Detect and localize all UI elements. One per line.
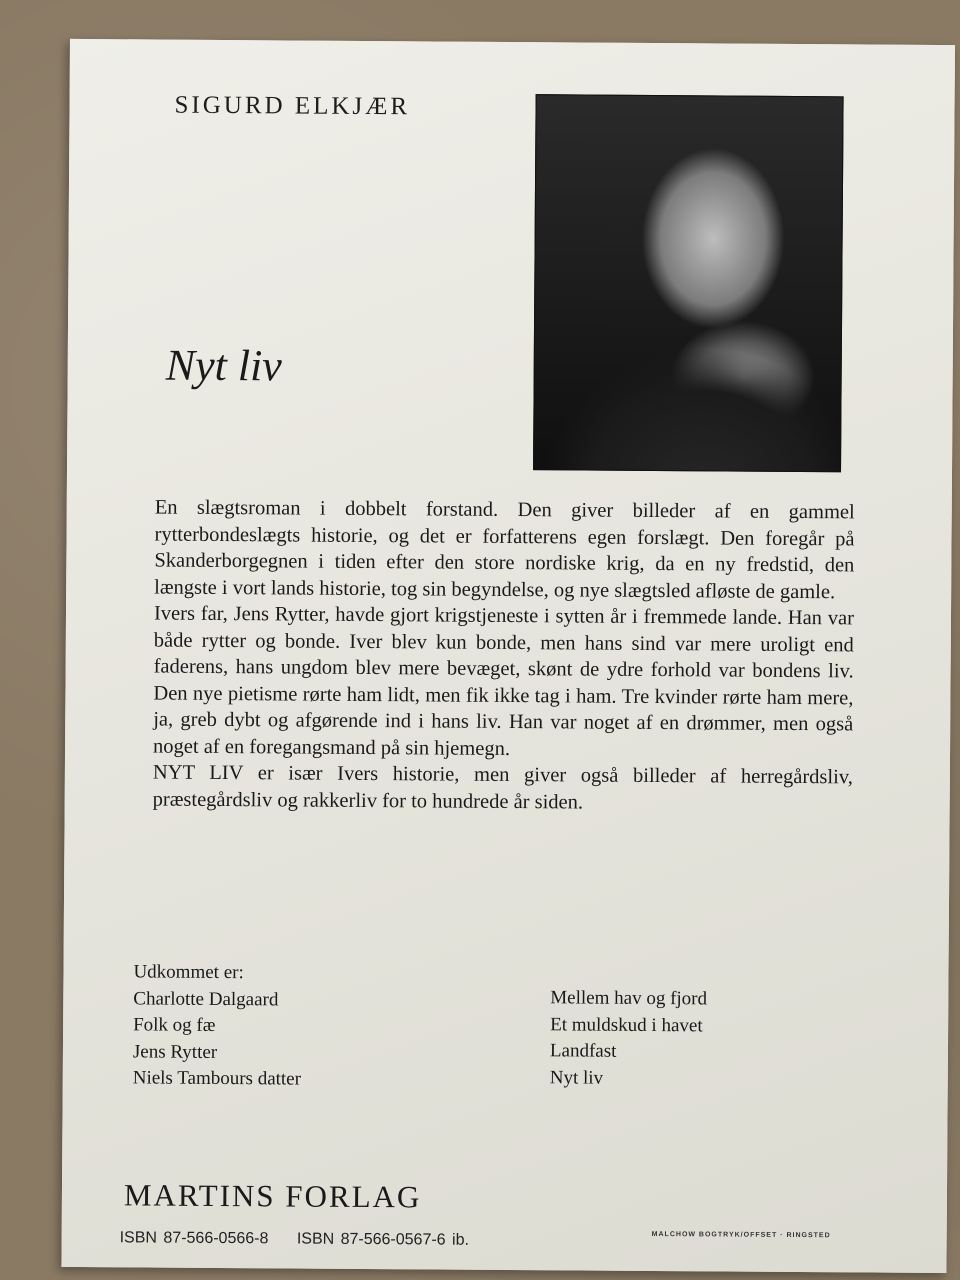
published-title: Et muldskud i havet <box>550 1013 703 1036</box>
isbn-hardcover: ISBN 87-566-0567-6 ib. <box>296 1230 470 1249</box>
description-paragraph: NYT LIV er især Ivers historie, men giver også billeder af herregårdsliv, præstegårdsliv og rakkerliv for to hundrede år siden. <box>152 761 853 814</box>
published-title: Mellem hav og fjord <box>550 987 708 1010</box>
published-title: Jens Rytter <box>132 1040 218 1063</box>
printer-credit: MALCHOW BOGTRYK/OFFSET · RINGSTED <box>651 1231 831 1240</box>
publisher-name: MARTINS FORLAG <box>123 1177 422 1215</box>
published-heading: Udkommet er: <box>133 961 244 984</box>
book-description <box>153 495 855 818</box>
published-title: Charlotte Dalgaard <box>133 987 279 1010</box>
isbn-paperback: ISBN 87-566-0566-8 <box>119 1229 269 1248</box>
book-title: Nyt liv <box>165 340 282 391</box>
author-name: SIGURD ELKJÆR <box>174 91 411 121</box>
published-title: Landfast <box>549 1040 617 1062</box>
description-paragraph: En slægtsroman i dobbelt forstand. Den giver billeder af en gammel rytterbondeslægts historie, og det er forfatterens egen forslægt. Den foregår på Skanderborgegnen i tiden efter den store nordiske krig, da en ny fredstid, den længste i vort lands historie, tog sin begyndelse, og nye slægtsled afløste de gamle. <box>154 496 855 603</box>
published-title: Folk og fæ <box>133 1014 216 1036</box>
published-list-right <box>550 985 851 1093</box>
description-paragraph: Ivers far, Jens Rytter, havde gjort krigstjeneste i sytten år i fremmede lande. Han var både rytter og bonde. Iver blev kun bonde, men hans sind var mere uroligt end faderens, hans ungdom blev mere bevæget, skønt de ydre forhold var bondens liv. Den nye pietisme rørte ham lidt, men fik ikke tag i ham. Tre kvinder rørte ham mere, ja, greb dybt og afgørende ind i hans liv. Han var noget af en drømmer, men også noget af en foregangsmand på sin hjemegn. <box>152 602 855 760</box>
author-portrait-photo <box>533 94 844 472</box>
book-back-cover <box>61 39 955 1273</box>
isbn-line <box>120 1229 491 1250</box>
published-title: Niels Tambours datter <box>132 1067 302 1090</box>
published-title: Nyt liv <box>549 1066 604 1089</box>
published-list-left <box>133 959 464 1094</box>
